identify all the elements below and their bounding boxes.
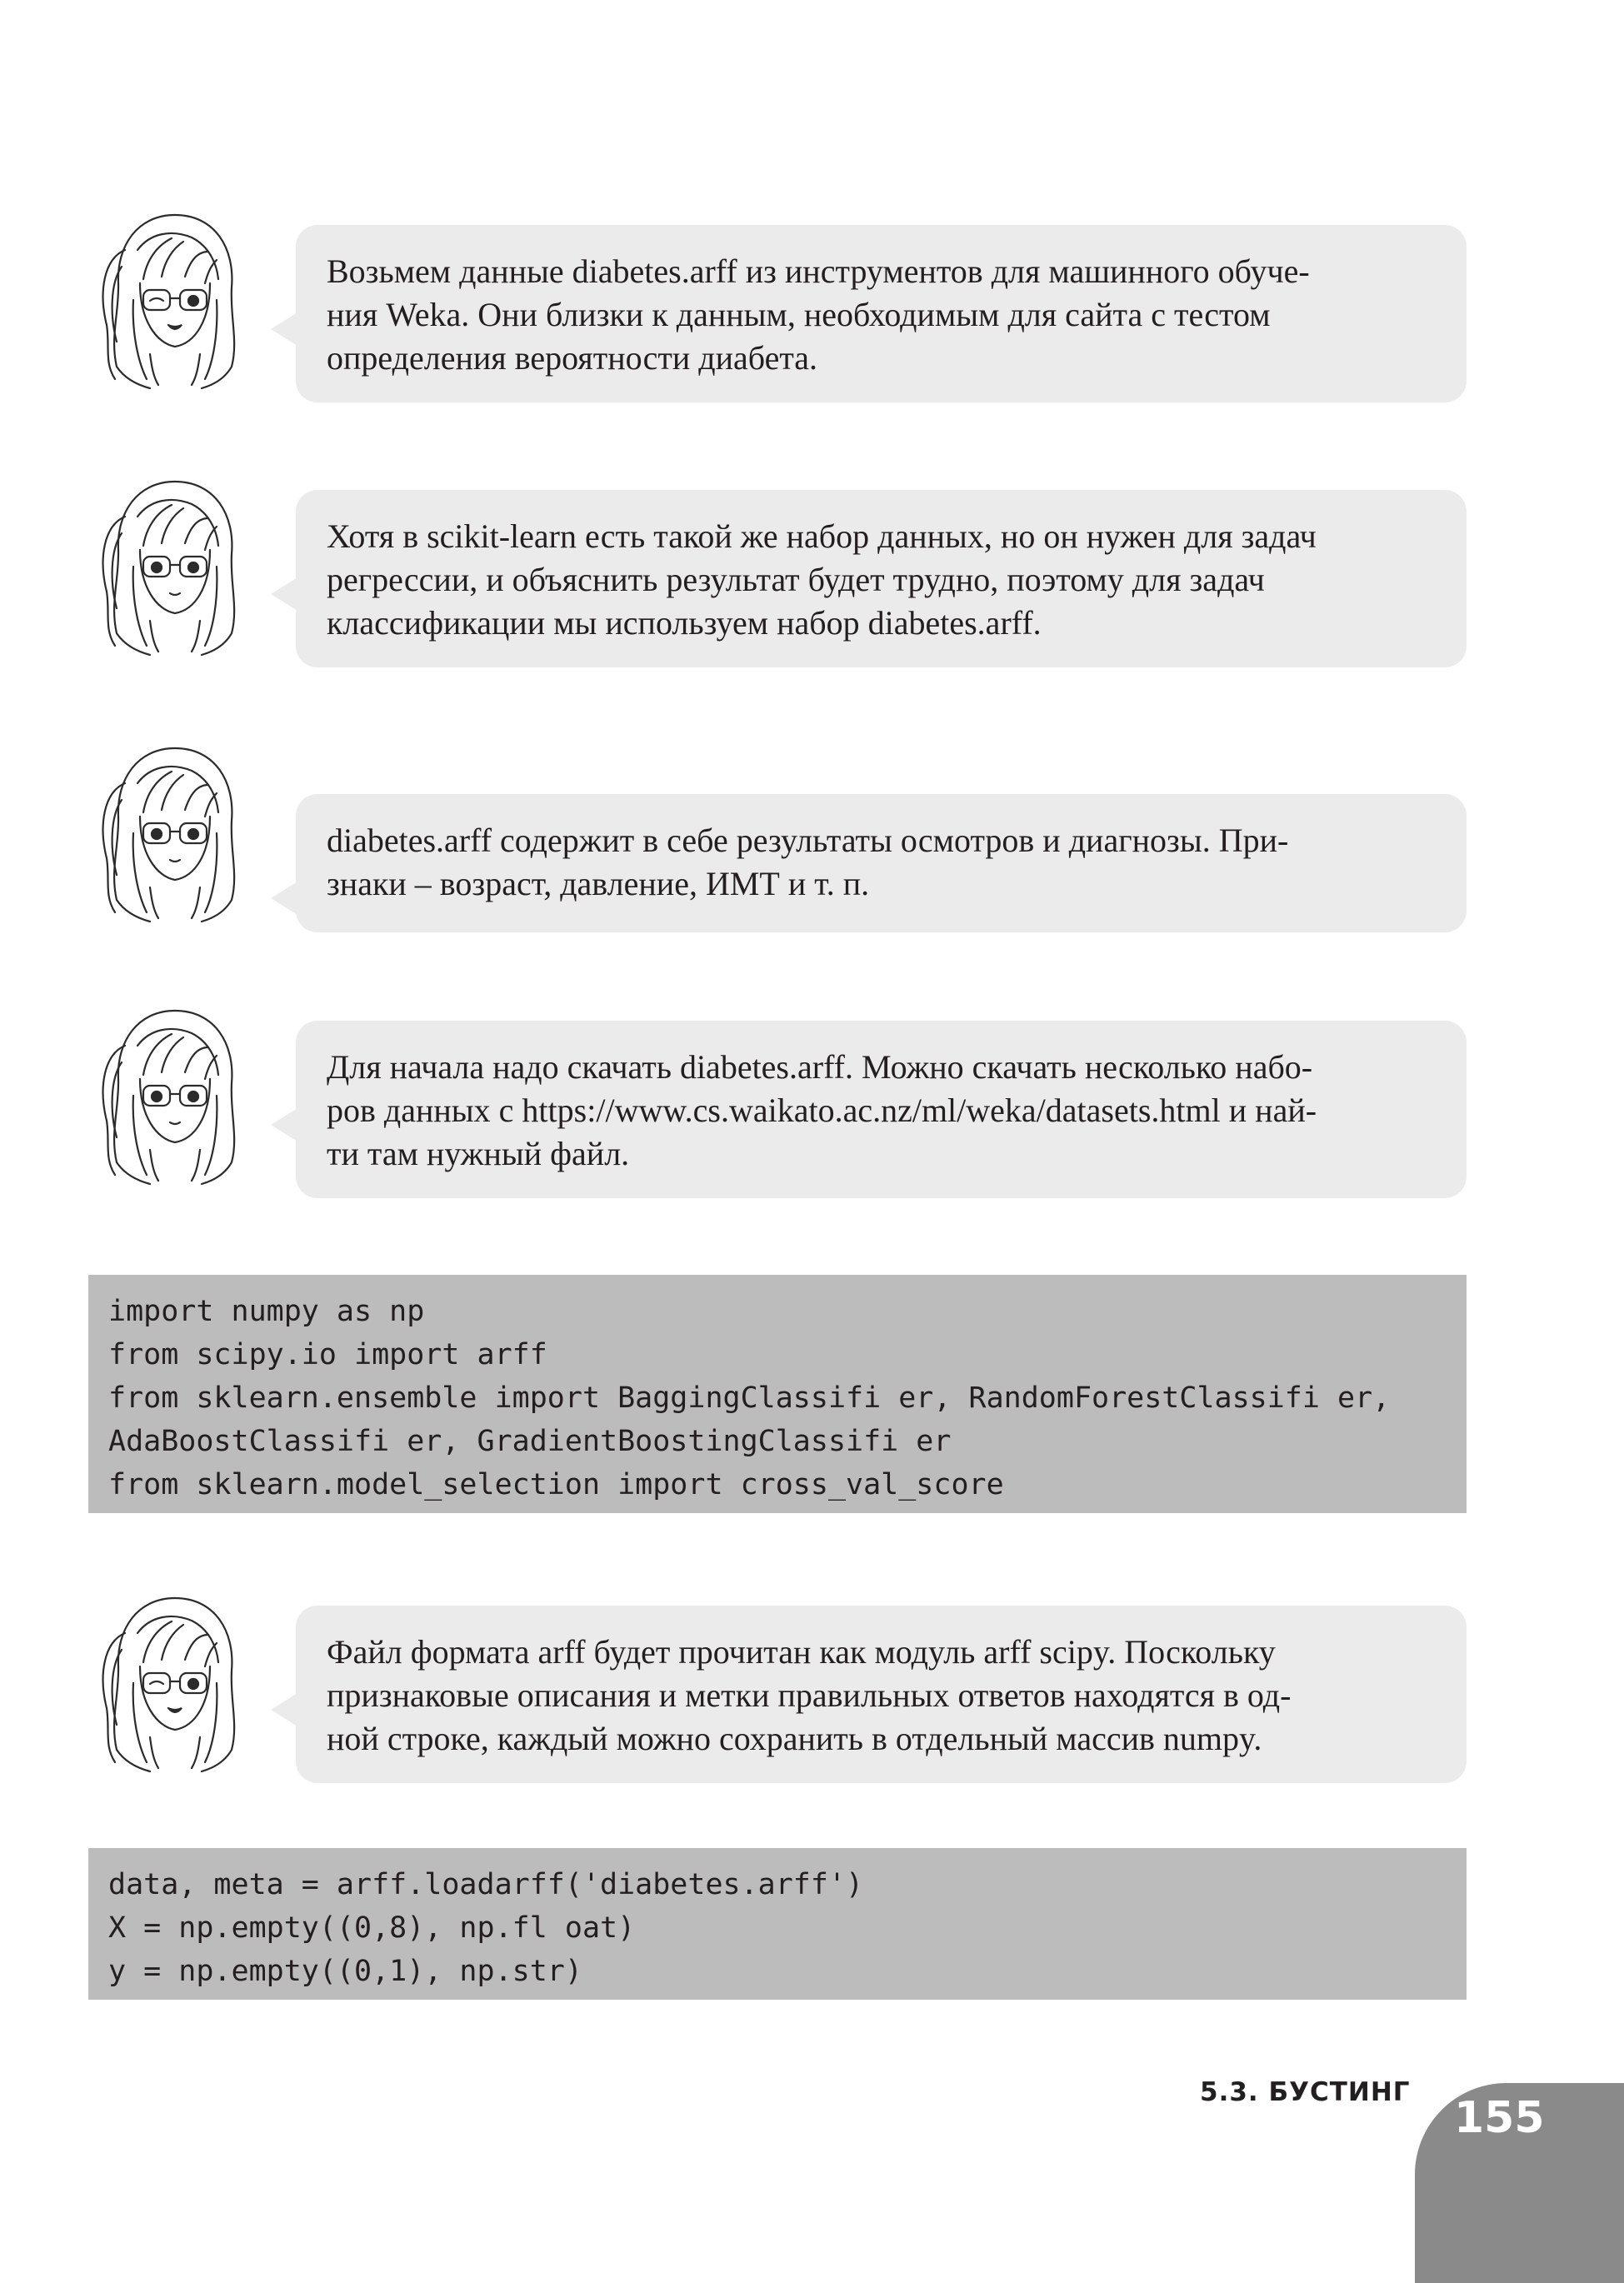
code-line: from sklearn.model_selection import cross_val_score — [108, 1468, 1004, 1501]
glasses-girl-winking-icon — [92, 1583, 258, 1775]
code-block-load-data — [88, 1848, 1467, 2000]
speech-bubble-4 — [296, 1021, 1467, 1198]
code-line: y = np.empty((0,1), np.str) — [108, 1955, 582, 1988]
code-line: import numpy as np — [108, 1295, 425, 1328]
page-number: 155 — [1454, 2093, 1545, 2143]
dialog-text: Файл формата arff будет прочитан как модуль arff scipy. Поскольку признаковые описания и метки правильных ответов находятся в од- ной строке, каждый можно сохранить в отдельный массив numpy. — [327, 1633, 1292, 1757]
dialog-text: Возьмем данные diabetes.arff из инструментов для машинного обуче- ния Weka. Они близки к данным, необходимым для сайта с тестом определения вероятности диабета. — [327, 252, 1310, 377]
dialog-text: Для начала надо скачать diabetes.arff. Можно скачать несколько набо- ров данных с https://www.cs.waikato.ac.nz/ml/weka/datasets.html и най- ти там нужный файл. — [327, 1048, 1317, 1172]
code-line: from scipy.io import arff — [108, 1338, 547, 1371]
glasses-girl-talking-icon — [92, 996, 258, 1187]
speech-bubble-2 — [296, 490, 1467, 667]
code-line: from sklearn.ensemble import BaggingClassifi er, RandomForestClassifi er, — [108, 1381, 1391, 1415]
dialog-text: diabetes.arff содержит в себе результаты осмотров и диагнозы. При- знаки – возраст, давление, ИМТ и т. п. — [327, 822, 1289, 902]
glasses-girl-winking-icon — [92, 200, 258, 392]
speech-bubble-1 — [296, 225, 1467, 402]
speech-bubble-3 — [296, 794, 1467, 932]
glasses-girl-talking-icon — [92, 733, 258, 925]
speech-bubble-5 — [296, 1606, 1467, 1783]
dialog-text: Хотя в scikit-learn есть такой же набор данных, но он нужен для задач регрессии, и объяснить результат будет трудно, поэтому для задач классификации мы используем набор diabetes.arff. — [327, 517, 1317, 642]
code-line: data, meta = arff.loadarff('diabetes.arff') — [108, 1868, 864, 1901]
glasses-girl-talking-icon — [92, 467, 258, 658]
code-line: AdaBoostClassifi er, GradientBoostingClassifi er — [108, 1425, 952, 1458]
code-line: X = np.empty((0,8), np.fl oat) — [108, 1911, 636, 1945]
character-avatar-5 — [92, 1583, 258, 1775]
character-avatar-2 — [92, 467, 258, 658]
character-avatar-4 — [92, 996, 258, 1187]
code-block-imports — [88, 1275, 1467, 1513]
running-head: 5.3. БУСТИНГ — [1200, 2077, 1411, 2107]
character-avatar-3 — [92, 733, 258, 925]
character-avatar-1 — [92, 200, 258, 392]
